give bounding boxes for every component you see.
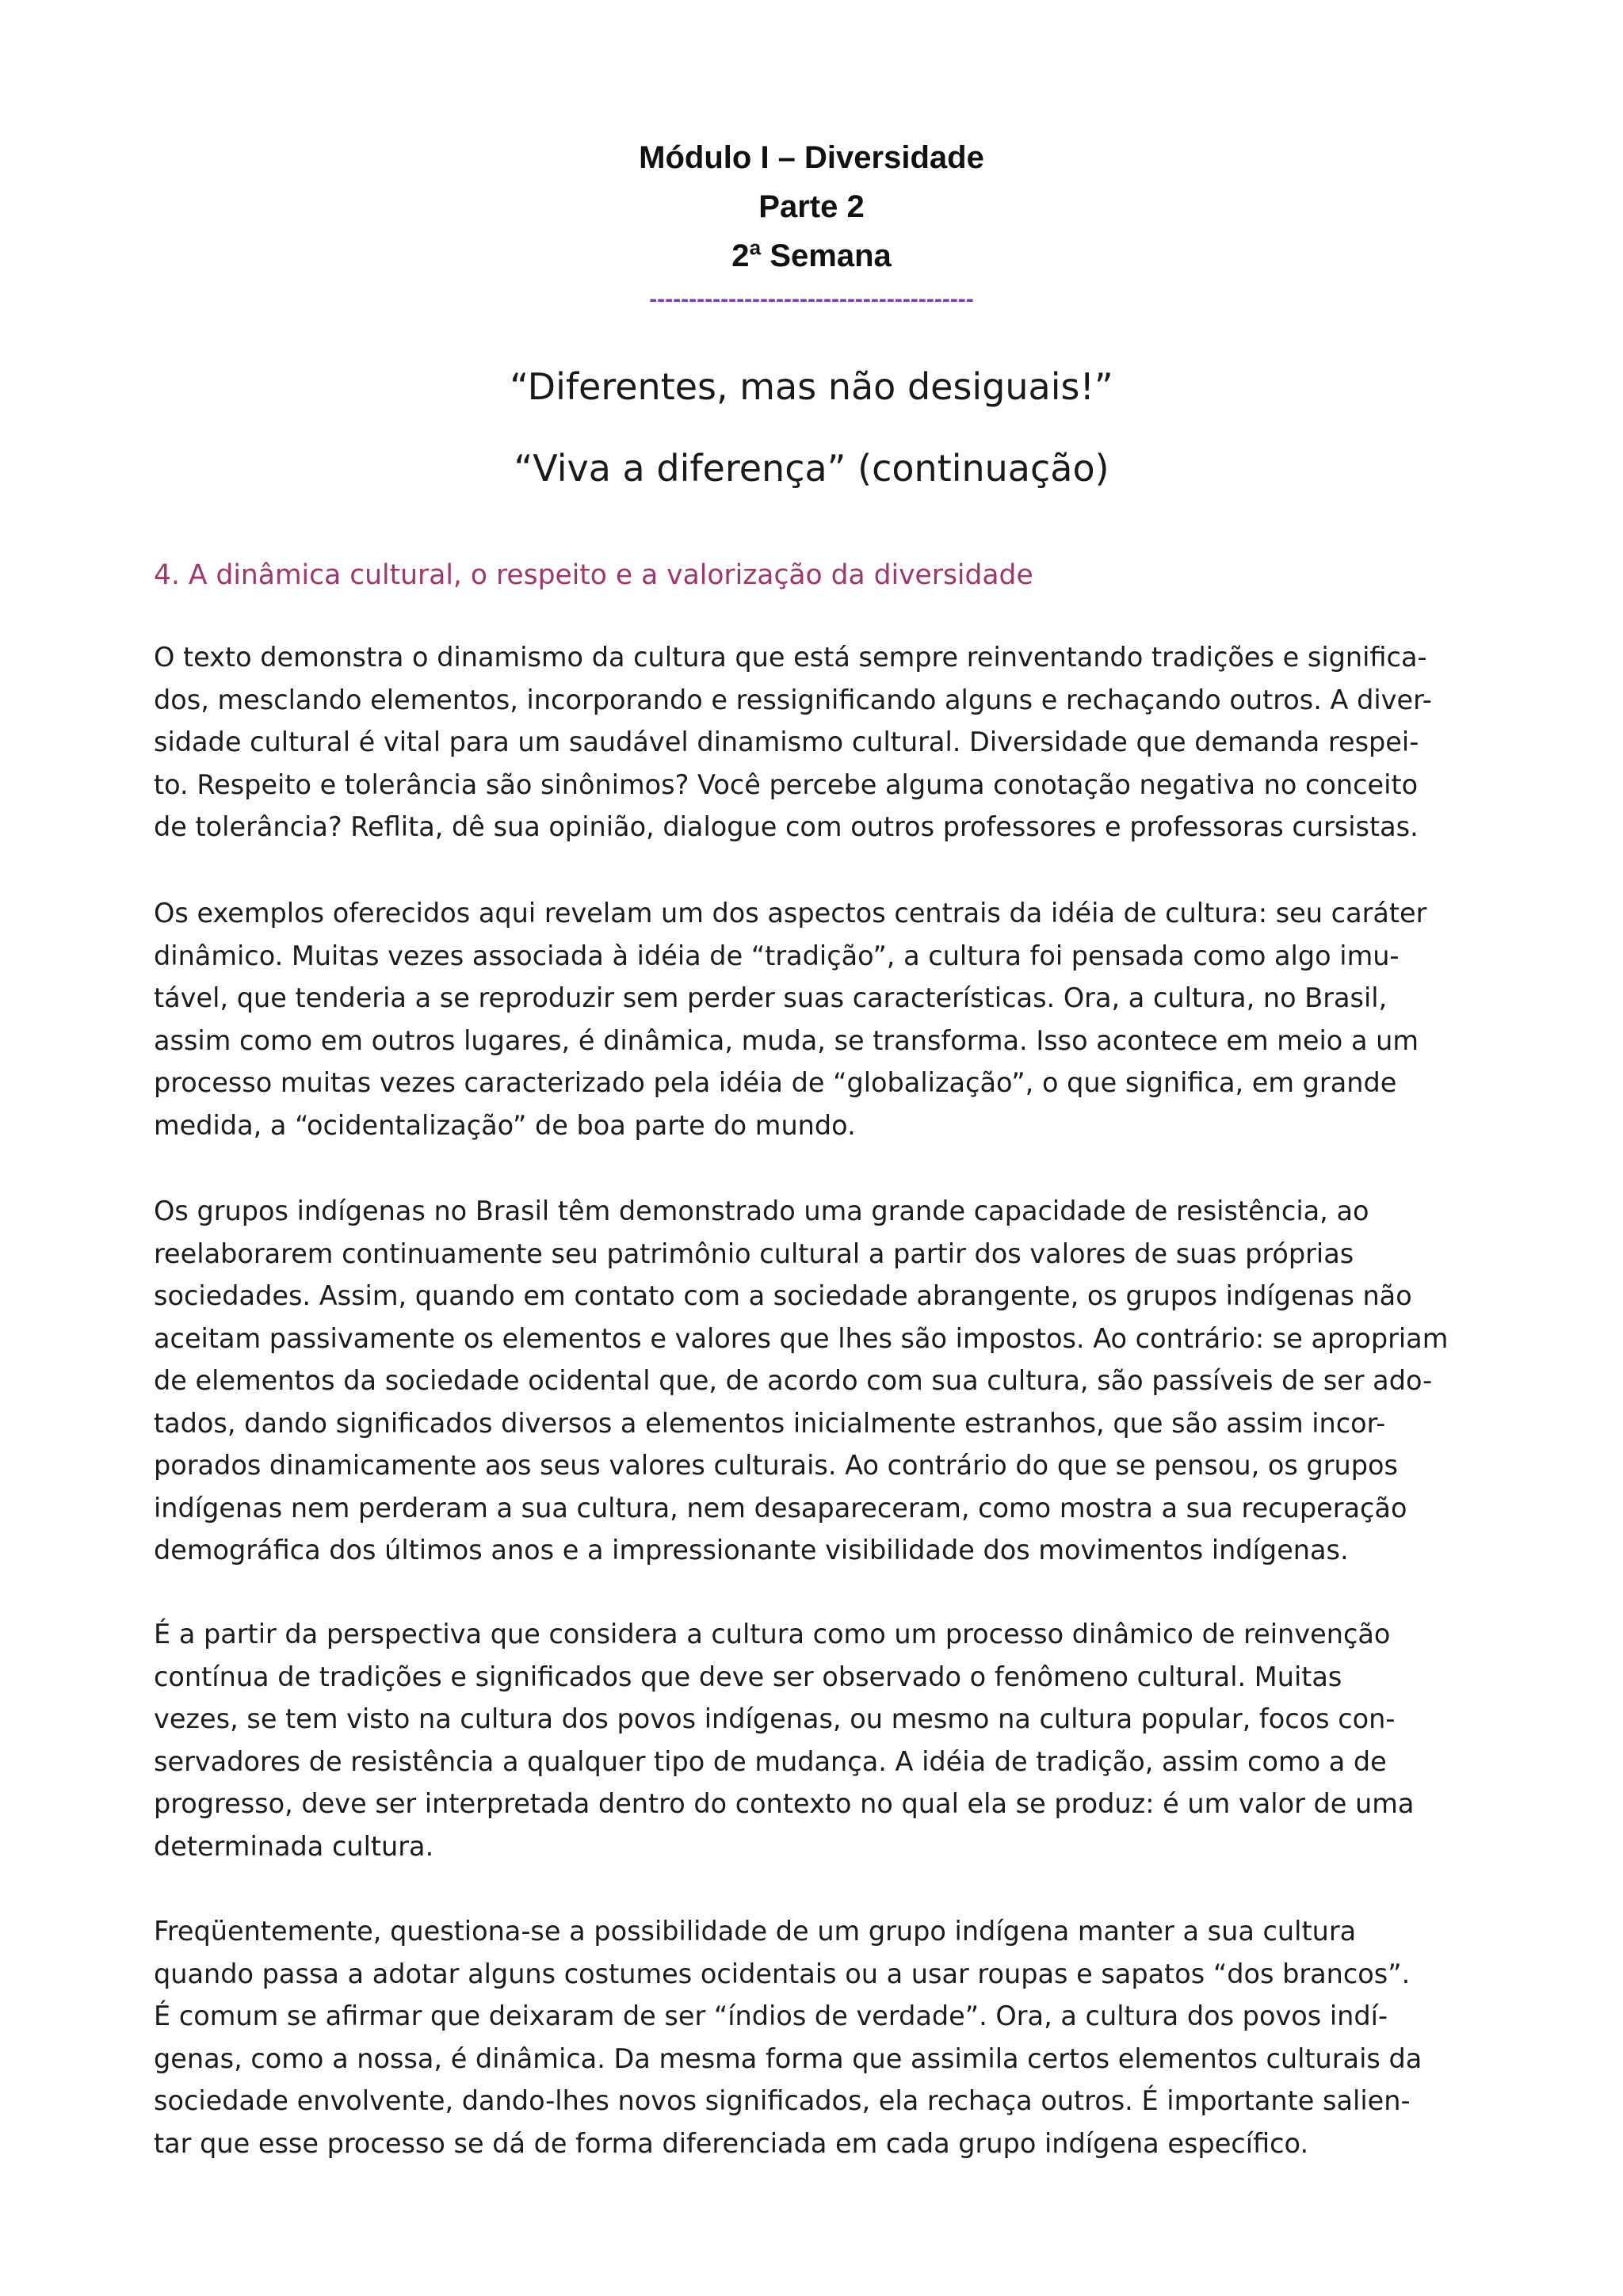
section-heading: 4. A dinâmica cultural, o respeito e a valorização da diversidade	[154, 559, 1033, 591]
module-title: Módulo I – Diversidade	[639, 140, 984, 175]
module-header	[0, 133, 1623, 280]
paragraph-2: Os exemplos oferecidos aqui revelam um dos aspectos centrais da idéia de cultura: seu caráter dinâmico. Muitas vezes associada à idéia de “tradição”, a cultura foi pensada como algo imu- tável, que tenderia a se reproduzir sem perder suas características. Ora, a cultura, no Brasil, assim como em outros lugares, é dinâmica, muda, se transforma. Isso acontece em meio a um processo muitas vezes caracterizado pela idéia de “globalização”, o que significa, em grande medida, a “ocidentalização” de boa parte do mundo.	[154, 898, 1427, 1141]
paragraph-4: É a partir da perspectiva que considera a cultura como um processo dinâmico de reinvenção contínua de tradições e significados que deve ser observado o fenômeno cultural. Muitas vezes, se tem visto na cultura dos povos indígenas, ou mesmo na cultura popular, focos con- servadores de resistência a qualquer tipo de mudança. A idéia de tradição, assim como a de progresso, deve ser interpretada dentro do contexto no qual ela se produz: é um valor de uma determinada cultura.	[154, 1619, 1415, 1862]
paragraph-3: Os grupos indígenas no Brasil têm demonstrado uma grande capacidade de resistência, ao reelaborarem continuamente seu patrimônio cultural a partir dos valores de suas próprias sociedades. Assim, quando em contato com a sociedade abrangente, os grupos indígenas não aceitam passivamente os elementos e valores que lhes são impostos. Ao contrário: se apropriam de elementos da sociedade ocidental que, de acordo com sua cultura, são passíveis de ser ado- tados, dando significados diversos a elementos inicialmente estranhos, que são assim incor- porados dinamicamente aos seus valores culturais. Ao contrário do que se pensou, os grupos indígenas nem perderam a sua cultura, nem desapareceram, como mostra a sua recuperação demográfica dos últimos anos e a impressionante visibilidade dos movimentos indígenas.	[154, 1196, 1449, 1566]
part-label: Parte 2	[758, 189, 865, 224]
dashed-divider: -----------------------------------------	[649, 286, 974, 312]
paragraph-5: Freqüentemente, questiona-se a possibilidade de um grupo indígena manter a sua cultura quando passa a adotar alguns costumes ocidentais ou a usar roupas e sapatos “dos brancos”. É comum se afirmar que deixaram de ser “índios de verdade”. Ora, a cultura dos povos indí- genas, como a nossa, é dinâmica. Da mesma forma que assimila certos elementos culturais da sociedade envolvente, dando-lhes novos significados, ela rechaça outros. É importante salien- tar que esse processo se dá de forma diferenciada em cada grupo indígena específico.	[154, 1916, 1423, 2159]
subtitle-quote-2: “Viva a diferença” (continuação)	[514, 447, 1109, 490]
subtitle-quote-1: “Diferentes, mas não desiguais!”	[510, 365, 1113, 408]
week-label: 2ª Semana	[731, 238, 892, 273]
paragraph-1: O texto demonstra o dinamismo da cultura que está sempre reinventando tradições e significa- dos, mesclando elementos, incorporando e ressignificando alguns e rechaçando outros. A diver- sidade cultural é vital para um saudável dinamismo cultural. Diversidade que demanda respei- to. Respeito e tolerância são sinônimos? Você percebe alguma conotação negativa no conceito de tolerância? Reflita, dê sua opinião, dialogue com outros professores e professoras cursistas.	[154, 642, 1432, 842]
